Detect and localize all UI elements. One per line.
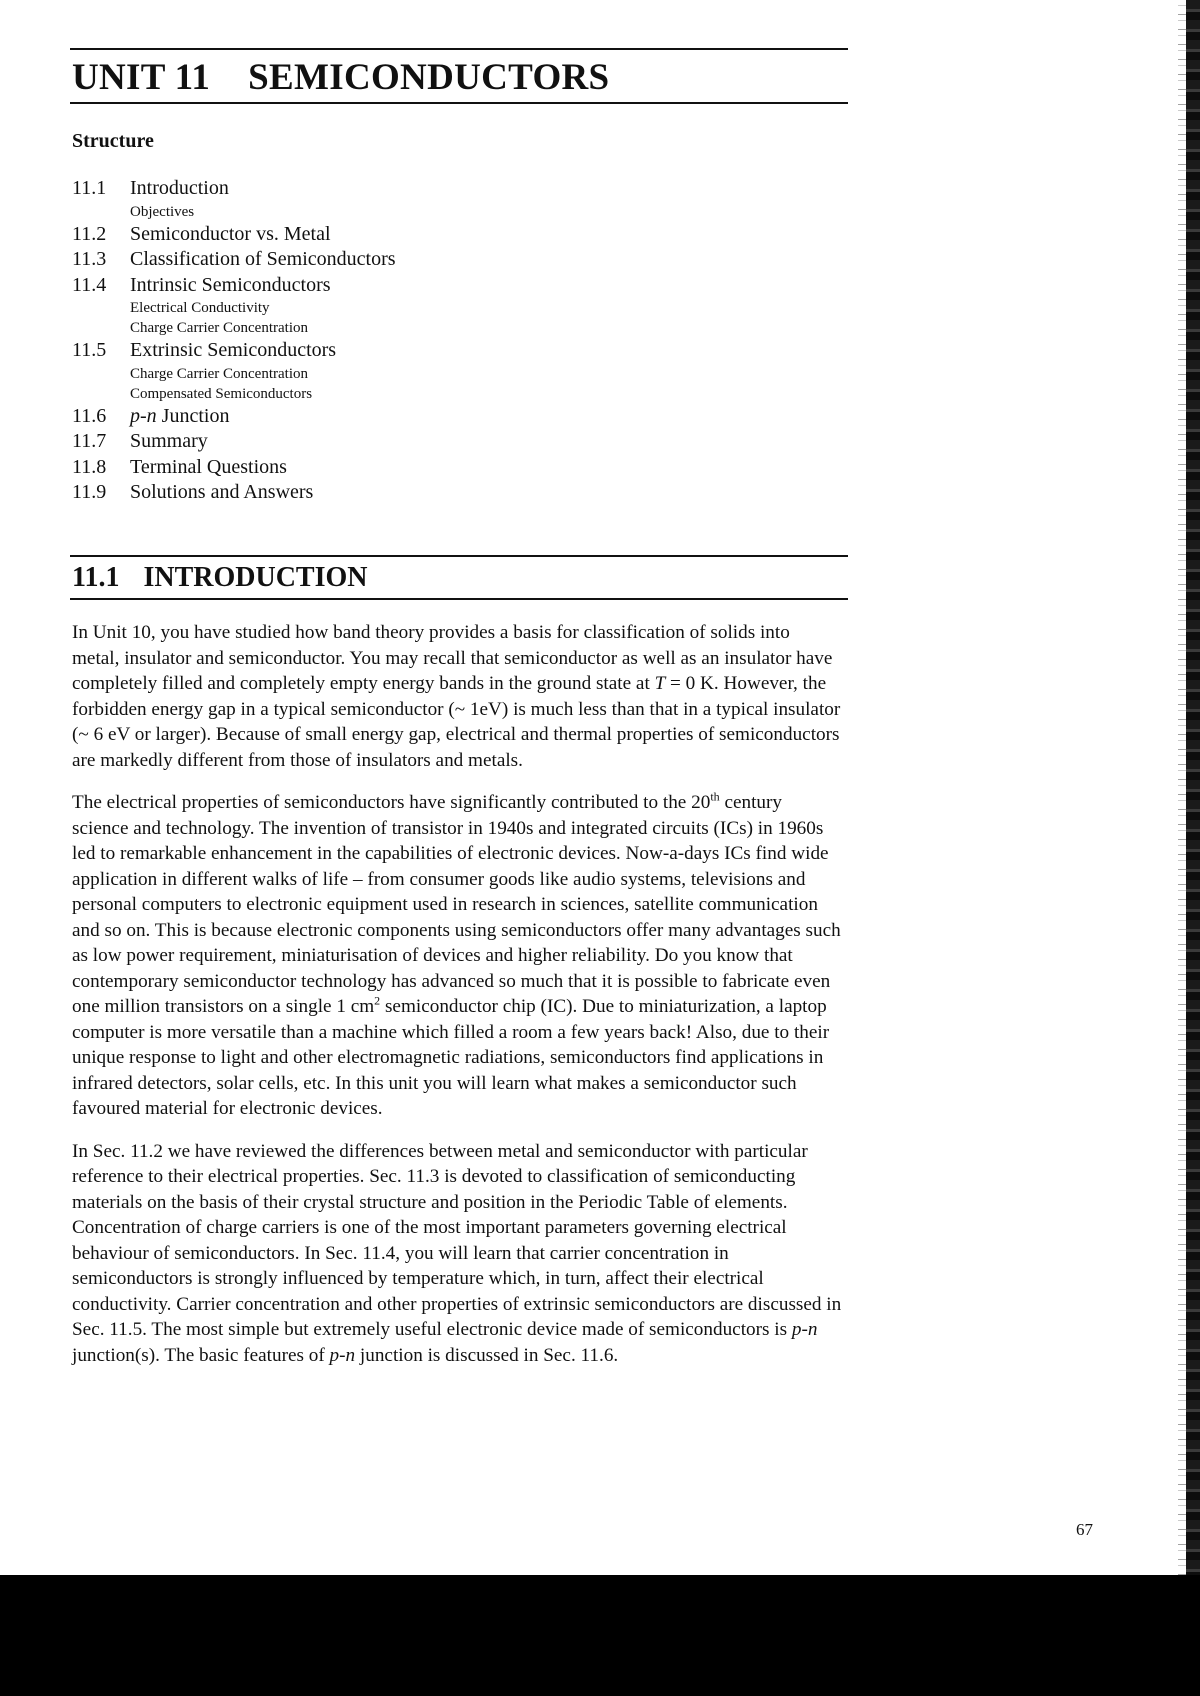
title-top-rule [70,48,848,50]
structure-item-number: 11.7 [72,430,107,452]
structure-heading: Structure [72,130,154,152]
unit-number: UNIT 11 [72,57,211,98]
structure-item-title: Introduction [130,177,229,199]
structure-item-number: 11.5 [72,339,107,361]
structure-item-title: p-n Junction [130,404,230,427]
section-name: INTRODUCTION [143,562,368,593]
structure-item-title: Semiconductor vs. Metal [130,222,331,245]
structure-item [72,176,572,202]
unit-title [72,56,609,99]
structure-subitem: Compensated Semiconductors [130,385,313,402]
structure-subitem: Charge Carrier Concentration [130,320,308,336]
structure-list [72,176,572,506]
structure-subitem: Charge Carrier Concentration [130,365,308,382]
structure-item-number: 11.9 [72,481,107,503]
structure-item [72,338,572,364]
scan-bottom-band [0,1575,1200,1696]
structure-subitem: Objectives [130,203,195,220]
scan-binding-edge [1186,0,1200,1580]
structure-item [72,455,572,481]
body-paragraph: In Unit 10, you have studied how band theory provides a basis for classification of solids into metal, insulator and semiconductor. You may recall that semiconductor as well as an insulator have completely filled and completely empty energy bands in the ground state at T = 0 K. However, the forbidden energy gap in a typical semiconductor (~ 1eV) is much less than that in a typical insulator (~ 6 eV or larger). Because of small energy gap, electrical and thermal properties of semiconductors are markedly different from those of insulators and metals. [72,622,841,771]
structure-item-number: 11.6 [72,404,107,427]
body-paragraph: In Sec. 11.2 we have reviewed the differences between metal and semiconductor with particular reference to their electrical properties. Sec. 11.3 is devoted to classification of semiconducting materials on the basis of their crystal structure and position in the Periodic Table of elements. Concentration of charge carriers is one of the most important parameters governing electrical behaviour of semiconductors. In Sec. 11.4, you will learn that carrier concentration in semiconductors is strongly influenced by temperature which, in turn, affect their electrical conductivity. Carrier concentration and other properties of extrinsic semiconductors are discussed in Sec. 11.5. The most simple but extremely useful electronic device made of semiconductors is p-n junction(s). The basic features of p-n junction is discussed in Sec. 11.6. [72,1140,842,1366]
structure-item [72,222,572,248]
structure-item [72,480,572,506]
structure-item [72,429,572,455]
structure-item-number: 11.3 [72,248,107,270]
structure-item [72,404,572,430]
title-bottom-rule [70,102,848,104]
structure-item-title: Terminal Questions [130,455,287,478]
scan-edge-shadow [1178,0,1186,1580]
structure-item-title: Classification of Semiconductors [130,248,396,270]
body-paragraph: The electrical properties of semiconductors have significantly contributed to the 20th century science and technology. The invention of transistor in 1940s and integrated circuits (ICs) in 1960s led to remarkable enhancement in the capabilities of electronic devices. Now-a-days ICs find wide application in different walks of life – from consumer goods like audio systems, televisions and personal computers to electronic equipment used in research in sciences, satellite communication and so on. This is because electronic components using semiconductors offer many advantages such as low power requirement, miniaturisation of devices and higher reliability. Do you know that contemporary semiconductor technology has advanced so much that it is possible to fabricate even one million transistors on a single 1 $cm^2$ semiconductor chip (IC). Due to miniaturization, a laptop computer is more versatile than a machine which filled a room a few years back! Also, due to their unique response to light and other electromagnetic radiations, semiconductors find applications in infrared detectors, solar cells, etc. In this unit you will learn what makes a semiconductor such favoured material for electronic devices. [72,789,841,1119]
structure-item-title: Summary [130,430,208,452]
structure-item-number: 11.8 [72,455,107,478]
structure-item-number: 11.1 [72,177,107,199]
structure-item-number: 11.2 [72,222,107,245]
structure-item [72,247,572,273]
section-top-rule [70,555,848,557]
section-body [72,620,842,1385]
unit-name: SEMICONDUCTORS [248,57,610,98]
structure-item-number: 11.4 [72,273,107,296]
section-title [72,562,368,594]
structure-subitem: Electrical Conductivity [130,300,270,316]
structure-item-title: Intrinsic Semiconductors [130,273,331,296]
page-number: 67 [1076,1520,1093,1539]
structure-item [72,273,572,299]
structure-item-title: Solutions and Answers [130,481,314,503]
structure-item-title: Extrinsic Semiconductors [130,339,337,361]
section-number: 11.1 [72,562,120,593]
section-bottom-rule [70,598,848,600]
